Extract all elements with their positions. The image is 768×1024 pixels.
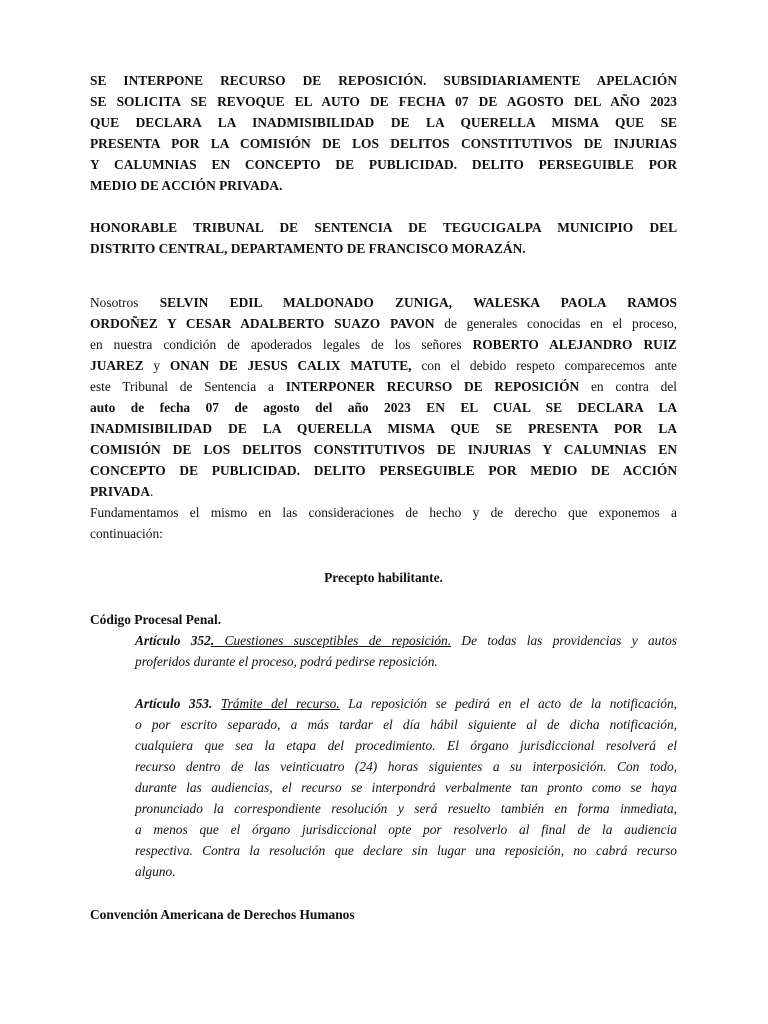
article-line: o por escrito separado, a más tardar el día hábil siguiente al de dicha notificación,: [135, 717, 677, 732]
heading-tribunal: [90, 217, 677, 259]
text-run: y: [143, 358, 170, 373]
heading-line: Y CALUMNIAS EN CONCEPTO DE PUBLICIDAD. DELITO PERSEGUIBLE POR: [90, 157, 677, 172]
article-line: recurso dentro de las veinticuatro (24) horas siguientes a su interposición. Con todo,: [135, 759, 677, 774]
paragraph-line: auto de fecha 07 de agosto del año 2023 EN EL CUAL SE DECLARA LA: [90, 400, 677, 415]
text-run: .: [150, 484, 154, 499]
article-line: durante las audiencias, el recurso se interpondrá verbalmente tan pronto como se haya: [135, 780, 677, 795]
text-run: de generales conocidas en el proceso,: [434, 316, 677, 331]
paragraph-line: [90, 334, 677, 355]
heading-line: SE INTERPONE RECURSO DE REPOSICIÓN. SUBSIDIARIAMENTE APELACIÓN: [90, 73, 677, 88]
text-run: Nosotros: [90, 295, 160, 310]
attorney-names: ORDOÑEZ Y CESAR ADALBERTO SUAZO PAVON: [90, 316, 435, 331]
paragraph-line: [90, 313, 677, 334]
text-run: en contra del: [579, 379, 677, 394]
section-title: Precepto habilitante.: [324, 570, 443, 585]
text-run: con el debido respeto comparecemos ante: [411, 358, 677, 373]
article-title: Cuestiones susceptibles de reposición.: [214, 633, 452, 648]
heading-line: SE SOLICITA SE REVOQUE EL AUTO DE FECHA 07 DE AGOSTO DEL AÑO 2023: [90, 94, 677, 109]
paragraph-line: [90, 355, 677, 376]
document-page: [90, 70, 677, 925]
heading-line: PRESENTA POR LA COMISIÓN DE LOS DELITOS CONSTITUTIVOS DE INJURIAS: [90, 136, 677, 151]
paragraph-line: COMISIÓN DE LOS DELITOS CONSTITUTIVOS DE INJURIAS Y CALUMNIAS EN: [90, 442, 677, 457]
article-line: [135, 693, 677, 714]
text-run: La reposición se pedirá en el acto de la notificación,: [339, 696, 678, 711]
remedy-name: INTERPONER RECURSO DE REPOSICIÓN: [285, 379, 580, 394]
paragraph-line: [90, 376, 677, 397]
code-title: Código Procesal Penal.: [90, 612, 222, 627]
paragraph-line: continuación:: [90, 526, 163, 541]
client-name: JUAREZ: [90, 358, 144, 373]
article-line: alguno.: [135, 864, 176, 879]
heading-recurso: [90, 70, 677, 196]
article-line: a menos que el órgano jurisdiccional opte por resolverlo al final de la audiencia: [135, 822, 677, 837]
client-name: ONAN DE JESUS CALIX MATUTE,: [169, 358, 412, 373]
text-run: .: [210, 633, 215, 648]
article-label: Artículo 352: [135, 633, 211, 648]
article-line: cualquiera que sea la etapa del procedimiento. El órgano jurisdiccional resolverá el: [135, 738, 677, 753]
article-line: [135, 630, 677, 651]
text-run: en nuestra condición de apoderados legales de los señores: [90, 337, 473, 352]
article-352: [135, 630, 677, 672]
client-name: ROBERTO ALEJANDRO RUIZ: [472, 337, 677, 352]
heading-line: DISTRITO CENTRAL, DEPARTAMENTO DE FRANCISCO MORAZÁN.: [90, 241, 526, 256]
heading-line: MEDIO DE ACCIÓN PRIVADA.: [90, 178, 283, 193]
text-run: De todas las providencias y autos: [451, 633, 678, 648]
article-label: Artículo 353.: [135, 696, 213, 711]
paragraph-line: Fundamentamos el mismo en las consideraciones de hecho y de derecho que exponemos a: [90, 505, 677, 520]
text-run: PRIVADA: [90, 484, 151, 499]
intro-paragraph: [90, 292, 677, 544]
article-title: Trámite del recurso.: [220, 696, 340, 711]
article-353: [135, 693, 677, 882]
attorney-names: SELVIN EDIL MALDONADO ZUNIGA, WALESKA PAOLA RAMOS: [159, 295, 677, 310]
article-line: respectiva. Contra la resolución que declare sin lugar una reposición, no cabrá recurso: [135, 843, 677, 858]
convention-title: Convención Americana de Derechos Humanos: [90, 907, 355, 922]
paragraph-line: [90, 481, 677, 502]
text-run: este Tribunal de Sentencia a: [90, 379, 286, 394]
paragraph-line: INADMISIBILIDAD DE LA QUERELLA MISMA QUE SE PRESENTA POR LA: [90, 421, 677, 436]
paragraph-line: CONCEPTO DE PUBLICIDAD. DELITO PERSEGUIBLE POR MEDIO DE ACCIÓN: [90, 463, 677, 478]
article-line: proferidos durante el proceso, podrá pedirse reposición.: [135, 654, 438, 669]
heading-line: HONORABLE TRIBUNAL DE SENTENCIA DE TEGUCIGALPA MUNICIPIO DEL: [90, 220, 677, 235]
paragraph-line: [90, 292, 677, 313]
heading-line: QUE DECLARA LA INADMISIBILIDAD DE LA QUERELLA MISMA QUE SE: [90, 115, 677, 130]
article-line: pronunciado la correspondiente resolución y será resuelto también en forma inmediata,: [135, 801, 677, 816]
